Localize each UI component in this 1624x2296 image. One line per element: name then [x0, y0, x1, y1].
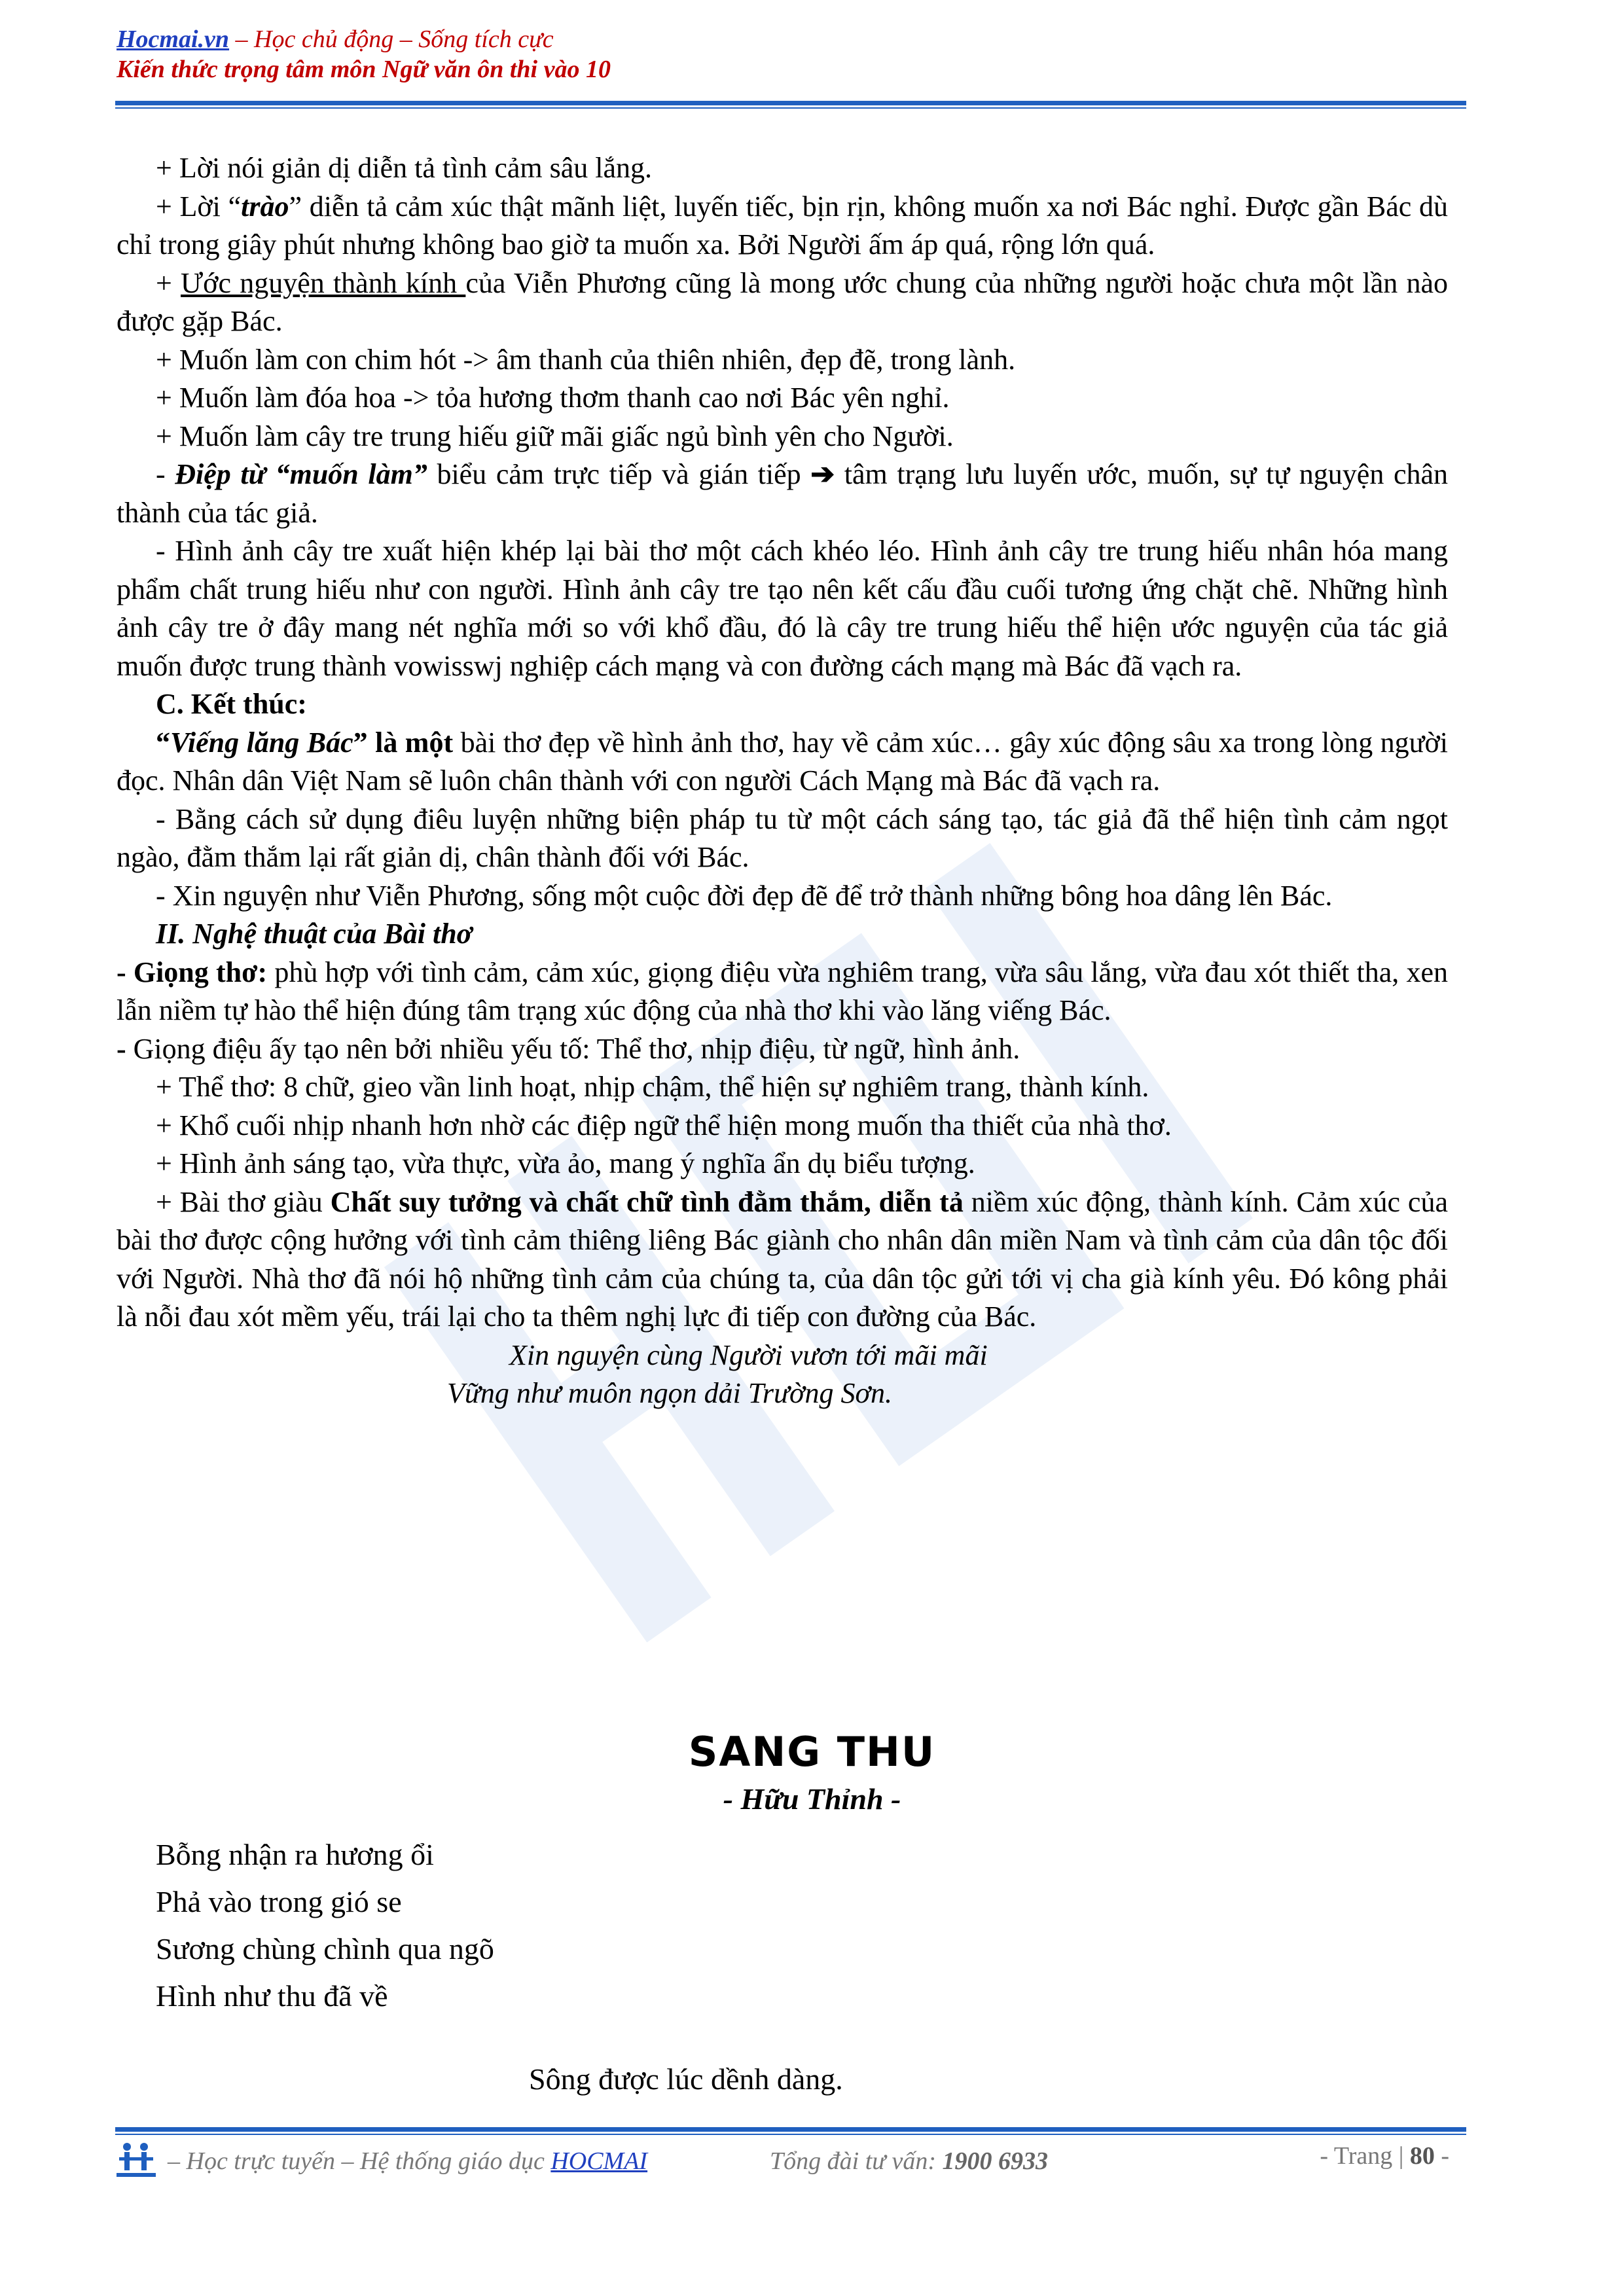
main-content: [117, 149, 1448, 1413]
page-number: - Trang | 80 -: [1320, 2142, 1449, 2170]
header-rule: [115, 101, 1466, 109]
poem-line: Hình như thu đã về: [156, 1979, 388, 2013]
poem-title: SANG THU: [688, 1728, 936, 1776]
section-heading-ii: II. Nghệ thuật của Bài thơ: [156, 918, 473, 950]
hocmai-link[interactable]: HOCMAI: [550, 2147, 648, 2175]
paragraph: + Hình ảnh sáng tạo, vừa thực, vừa ảo, mang ý nghĩa ẩn dụ biểu tượng.: [156, 1147, 975, 1179]
section-heading-c: C. Kết thúc:: [156, 688, 307, 720]
footer-tagline: – Học trực tuyến – Hệ thống giáo dục HOCMAI: [168, 2147, 648, 2175]
paragraph: + Muốn làm đóa hoa -> tỏa hương thơm thanh cao nơi Bác yên nghỉ.: [156, 382, 950, 414]
footer-hotline: Tổng đài tư vấn: 1900 6933: [770, 2147, 1048, 2175]
paragraph: + Muốn làm cây tre trung hiếu giữ mãi giấc ngủ bình yên cho Người.: [156, 420, 954, 452]
paragraph: - Giọng thơ: phù hợp với tình cảm, cảm xúc, giọng điệu vừa nghiêm trang, vừa sâu lắng, vừa đau xót thiết tha, xen lẫn niềm tự hào thể hiện đúng tâm trạng xúc động của nhà thơ khi vào lăng viếng Bác.: [117, 956, 1448, 1026]
paragraph: + Lời nói giản dị diễn tả tình cảm sâu lắng.: [156, 152, 653, 184]
poem-line: Sông được lúc dềnh dàng.: [529, 2062, 843, 2096]
paragraph: + Ước nguyện thành kính của Viễn Phương cũng là mong ước chung của những người hoặc chưa một lần nào được gặp Bác.: [117, 266, 1448, 337]
paragraph: + Lời “trào” diễn tả cảm xúc thật mãnh liệt, luyến tiếc, bịn rịn, không muốn xa nơi Bác nghỉ. Được gần Bác dù chỉ trong giây phút nhưng không bao giờ ta muốn xa. Bởi Người ấm áp quá, rộng lớn quá.: [117, 190, 1448, 260]
poem-line: Bỗng nhận ra hương ổi: [156, 1838, 434, 1871]
paragraph: - Bằng cách sử dụng điêu luyện những biện pháp tu từ một cách sáng tạo, tác giả đã thể hiện tình cảm ngọt ngào, đằm thắm lại rất giản dị, chân thành đối với Bác.: [117, 802, 1448, 873]
paragraph: - Hình ảnh cây tre xuất hiện khép lại bài thơ một cách khéo léo. Hình ảnh cây tre trung hiếu nhân hóa mang phẩm chất trung hiếu như con người. Hình ảnh cây tre tạo nên kết cấu đầu cuối tương ứng chặt chẽ. Những hình ảnh cây tre ở đây mang nét nghĩa mới so với khổ đầu, đó là cây tre trung hiếu thể hiện ước nguyện của tác giả muốn được trung thành vowisswj nghiệp cách mạng và con đường cách mạng mà Bác đã vạch ra.: [117, 535, 1448, 682]
header-subtitle: Kiến thức trọng tâm môn Ngữ văn ôn thi vào 10: [117, 56, 611, 83]
paragraph: + Thể thơ: 8 chữ, gieo vần linh hoạt, nhịp chậm, thể hiện sự nghiêm trang, thành kính.: [156, 1071, 1149, 1103]
poem-stanza: [156, 1831, 494, 2020]
paragraph: - Giọng điệu ấy tạo nên bởi nhiều yếu tố: Thể thơ, nhịp điệu, từ ngữ, hình ảnh.: [117, 1032, 1020, 1065]
verse-line: Vững như muôn ngọn dải Trường Sơn.: [447, 1377, 893, 1409]
page-footer: [115, 2142, 1466, 2181]
paragraph: - Điệp từ “muốn làm” biểu cảm trực tiếp và gián tiếp ➔ tâm trạng lưu luyến ước, muốn, sự tự nguyện chân thành của tác giả.: [117, 458, 1448, 529]
paragraph: + Muốn làm con chim hót -> âm thanh của thiên nhiên, đẹp đẽ, trong lành.: [156, 343, 1016, 376]
footer-rule: [115, 2127, 1466, 2135]
verse-line: Xin nguyện cùng Người vươn tới mãi mãi: [509, 1338, 988, 1371]
page-header: [117, 25, 1465, 84]
header-line1: [117, 25, 1465, 54]
poem-line: Sương chùng chình qua ngõ: [156, 1932, 494, 1965]
poem-line: Phả vào trong gió se: [156, 1885, 402, 1918]
arrow-icon: ➔: [810, 458, 835, 490]
site-link[interactable]: Hocmai.vn: [117, 26, 230, 53]
poem-author: - Hữu Thỉnh -: [723, 1782, 901, 1816]
paragraph: “Viếng lăng Bác” là một bài thơ đẹp về hình ảnh thơ, hay về cảm xúc… gây xúc động sâu xa trong lòng người đọc. Nhân dân Việt Nam sẽ luôn chân thành với con người Cách Mạng mà Bác đã vạch ra.: [117, 726, 1449, 797]
paragraph: + Bài thơ giàu Chất suy tưởng và chất chữ tình đằm thắm, diễn tả niềm xúc động, thành kính. Cảm xúc của bài thơ được cộng hưởng với tình cảm thiêng liêng Bác giành cho nhân dân miền Nam và tình cảm của dân tộc đối với Người. Nhà thơ đã nói hộ những tình cảm của chúng ta, của dân tộc gửi tới vị cha già kính yêu. Đó kông phải là nỗi đau xót mềm yếu, trái lại cho ta thêm nghị lực đi tiếp con đường của Bác.: [117, 1185, 1448, 1333]
header-slogan: – Học chủ động – Sống tích cực: [229, 26, 554, 53]
paragraph: + Khổ cuối nhịp nhanh hơn nhờ các điệp ngữ thể hiện mong muốn tha thiết của nhà thơ.: [156, 1109, 1172, 1141]
hocmai-logo-icon: [115, 2142, 157, 2178]
paragraph: - Xin nguyện như Viễn Phương, sống một cuộc đời đẹp đẽ để trở thành những bông hoa dâng lên Bác.: [156, 879, 1333, 912]
